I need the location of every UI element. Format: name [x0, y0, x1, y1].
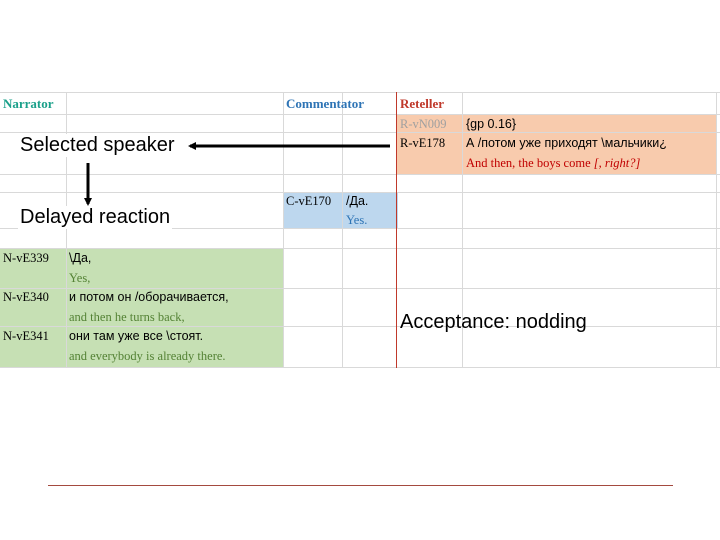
narrator-row-1-translation: Yes, — [69, 271, 91, 285]
reteller-row-1-text: {gp 0.16} — [466, 117, 517, 131]
reteller-translation-italic: [, right?] — [593, 156, 641, 170]
commentator-row-1-text: /Да. — [346, 194, 369, 208]
narrator-row-3-translation: and everybody is already there. — [69, 349, 226, 363]
reteller-row-1-id: R-vN009 — [400, 117, 447, 131]
reteller-translation-plain: And then, the boys come — [466, 156, 594, 170]
reteller-row-2-translation — [466, 156, 640, 171]
narrator-row-1-text: \Да, — [69, 251, 92, 265]
header-narrator: Narrator — [3, 96, 54, 111]
narrator-row-2-id: N-vE340 — [3, 290, 49, 304]
narrator-row-3-text: они там уже все \стоят. — [69, 329, 204, 343]
header-reteller: Reteller — [400, 96, 445, 111]
narrator-row-2-translation: and then he turns back, — [69, 310, 185, 324]
commentator-row-1-id: C-vE170 — [286, 194, 332, 208]
narrator-row-2-text: и потом он /оборачивается, — [69, 290, 229, 304]
narrator-row-1-id: N-vE339 — [3, 251, 49, 265]
acceptance-label: Acceptance: nodding — [400, 311, 587, 333]
selected-speaker-label: Selected speaker — [20, 134, 175, 156]
footer-divider — [48, 485, 673, 486]
reteller-row-2-text: А /потом уже приходят \мальчики¿ — [466, 136, 667, 150]
commentator-row-1-translation: Yes. — [346, 213, 368, 227]
reteller-row-2-id: R-vE178 — [400, 136, 446, 150]
narrator-row-3-id: N-vE341 — [3, 329, 49, 343]
delayed-reaction-label: Delayed reaction — [20, 206, 171, 228]
header-commentator: Commentator — [286, 96, 364, 111]
